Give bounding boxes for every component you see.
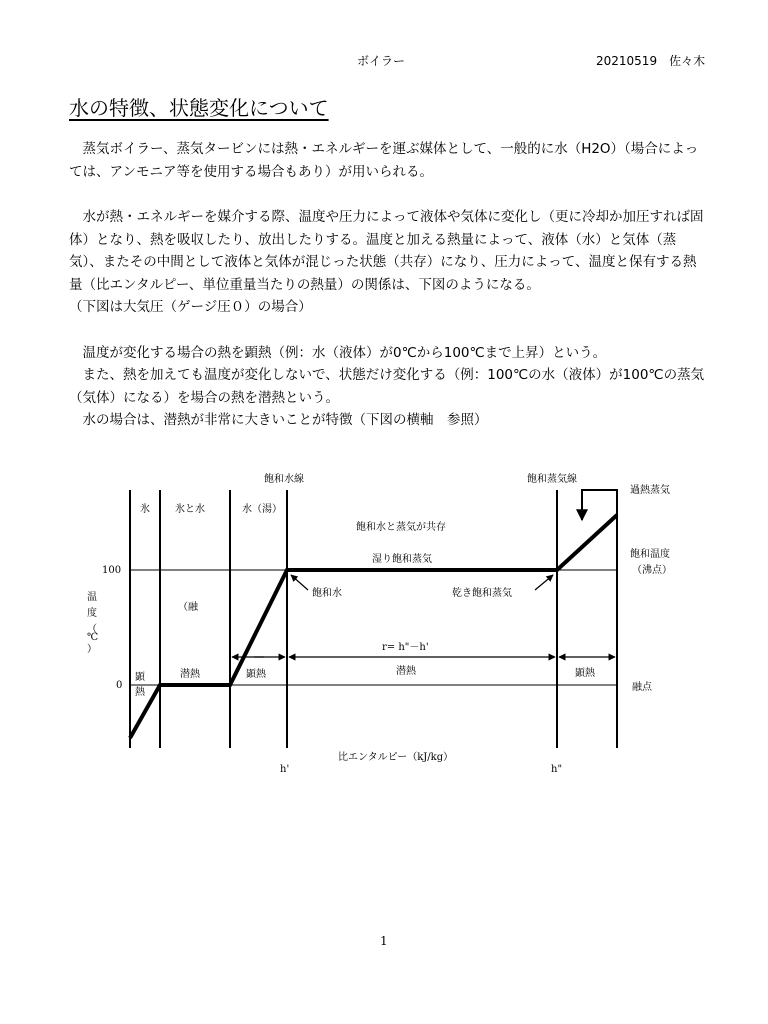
label-latent-evap: 潜熱 bbox=[396, 666, 416, 677]
label-superheated: 過熱蒸気 bbox=[630, 485, 670, 496]
xlabel: 比エンタルピー（kJ/kg） bbox=[338, 752, 454, 763]
label-dry-steam: 乾き飽和蒸気 bbox=[452, 588, 512, 599]
label-boiling: （沸点） bbox=[632, 565, 672, 576]
ylabel-2: 度 bbox=[87, 608, 97, 619]
label-sensible-ice-2: 熱 bbox=[135, 687, 145, 698]
ylabel-4: ℃ bbox=[87, 632, 99, 643]
label-sensible-ice-1: 顕 bbox=[135, 672, 145, 683]
tick-100: 100 bbox=[102, 565, 122, 576]
ylabel-1: 温 bbox=[87, 592, 97, 603]
pointer-dry-steam bbox=[535, 575, 553, 590]
label-h-prime: h' bbox=[280, 764, 290, 775]
label-region-ice: 氷 bbox=[140, 504, 150, 515]
paragraph-6: 水の場合は、潜熱が非常に大きいことが特徴（下図の横軸 参照） bbox=[69, 412, 488, 428]
ylabel-3: （ bbox=[87, 624, 97, 635]
label-melting-point: 融点 bbox=[632, 682, 652, 693]
header-subject: ボイラー bbox=[357, 54, 406, 68]
heating-curve bbox=[130, 515, 617, 738]
label-latent-melt: 潜熱 bbox=[180, 669, 200, 680]
header-date-author: 20210519 佐々木 bbox=[596, 54, 706, 68]
paragraph-1: 蒸気ボイラー、蒸気タービンには熱・エネルギーを運ぶ媒体として、一般的に水（H2O）（場合によっては、アンモニア等を使用する場合もあり）が用いられる。 bbox=[69, 141, 699, 180]
label-sensible-water: 顕熱 bbox=[246, 669, 266, 680]
label-region-water: 水（湯） bbox=[242, 504, 282, 515]
label-sat-steam-line: 飽和蒸気線 bbox=[527, 474, 577, 485]
label-r-formula: r= h"－h' bbox=[382, 642, 429, 653]
label-sat-water: 飽和水 bbox=[312, 588, 342, 599]
label-coexist: 飽和水と蒸気が共存 bbox=[356, 522, 446, 533]
label-wet-steam: 湿り飽和蒸気 bbox=[372, 554, 432, 565]
label-melting-note: （融 bbox=[178, 602, 198, 613]
pointer-superheated bbox=[582, 490, 618, 520]
label-h-double: h" bbox=[551, 764, 563, 775]
label-sat-temp: 飽和温度 bbox=[630, 549, 670, 560]
tick-0: 0 bbox=[116, 680, 123, 691]
paragraph-4: 温度が変化する場合の熱を顕熱（例：水（液体）が0℃から100℃まで上昇）という。 bbox=[69, 344, 607, 361]
label-region-ice-water: 氷と水 bbox=[175, 504, 205, 515]
ylabel-5: ） bbox=[87, 644, 97, 655]
paragraph-3: （下図は大気圧（ゲージ圧０）の場合） bbox=[69, 299, 312, 315]
page-title: 水の特徴、状態変化について bbox=[69, 96, 329, 120]
pointer-sat-water bbox=[291, 575, 308, 590]
label-sensible-steam: 顕熱 bbox=[575, 668, 595, 679]
page-number: 1 bbox=[380, 934, 388, 948]
label-sat-water-line: 飽和水線 bbox=[264, 474, 304, 485]
paragraph-2: 水が熱・エネルギーを媒介する際、温度や圧力によって液体や気体に変化し（更に冷却か加圧すれば固体）となり、熱を吸収したり、放出したりする。温度と加える熱量によって、液体（水）と気体（蒸気）、またその中間として液体と気体が混じった状態（共存）になり、圧力によって、温度と保有する熱量（比エンタルピー、単位重量当たりの熱量）の関係は、下図のようになる。 bbox=[69, 209, 704, 293]
paragraph-5: また、熱を加えても温度が変化しないで、状態だけ変化する（例：100℃の水（液体）が100℃の蒸気（気体）になる）を場合の熱を潜熱という。 bbox=[69, 367, 705, 406]
